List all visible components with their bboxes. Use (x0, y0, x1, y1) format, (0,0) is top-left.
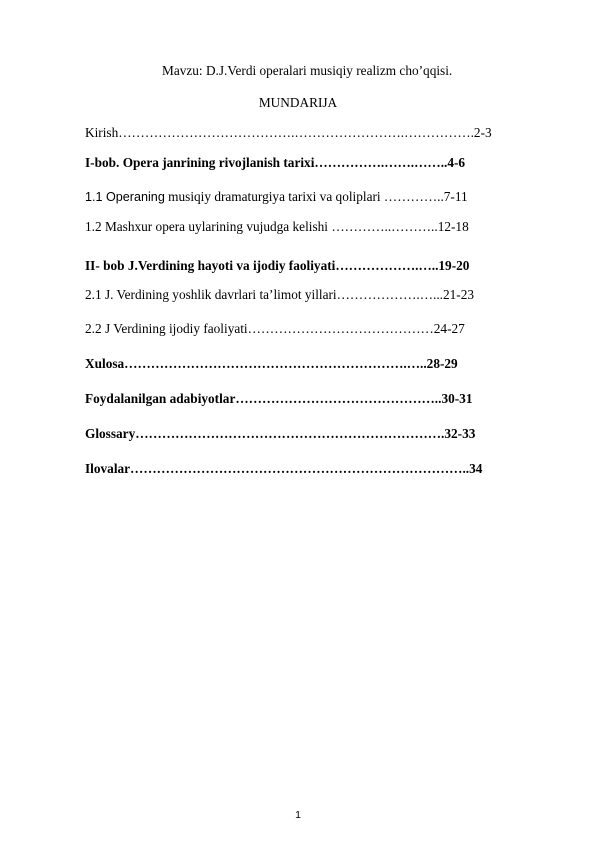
toc-entry-glossary: Glossary…………………………………………………………….32-33 (85, 426, 476, 441)
toc-entry-references: Foydalanilgan adabiyotlar………………………………………..30-31 (85, 391, 473, 406)
toc-entry-chapter-2: II- bob J.Verdining hayoti va ijodiy faoliyati……………….…..19-20 (85, 258, 470, 273)
toc-entry-section-2-1: 2.1 J. Verdining yoshlik davrlari ta’limot yillari……………….…...21-23 (85, 287, 475, 302)
toc-entry-section-2-2: 2.2 J Verdining ijodiy faoliyati……………………………………24-27 (85, 321, 465, 336)
toc-entry-appendices: Ilovalar…………………………………………………………………..34 (85, 461, 483, 476)
toc-entry-section-1-1 (85, 189, 468, 205)
toc-entry-chapter-1: I-bob. Opera janrining rivojlanish tarixi…………….…….……..4-6 (85, 155, 466, 170)
page-number: 1 (295, 809, 301, 821)
toc-entry-section-1-1-text: musiqiy dramaturgiya tarixi va qoliplari …………..7-11 (164, 189, 468, 204)
toc-entry-introduction: Kirish………………………………….…………………….…………….2-3 (85, 125, 492, 140)
toc-entry-section-1-1-prefix: 1.1 Operaning (85, 190, 165, 204)
toc-entry-conclusion: Xulosa……………………………………………………….…..28-29 (85, 356, 458, 371)
contents-heading: MUNDARIJA (258, 95, 338, 110)
toc-entry-section-1-2: 1.2 Mashxur opera uylarining vujudga kelishi …………..………..12-18 (85, 219, 469, 234)
topic-title: Mavzu: D.J.Verdi operalari musiqiy realizm cho’qqisi. (162, 63, 453, 78)
